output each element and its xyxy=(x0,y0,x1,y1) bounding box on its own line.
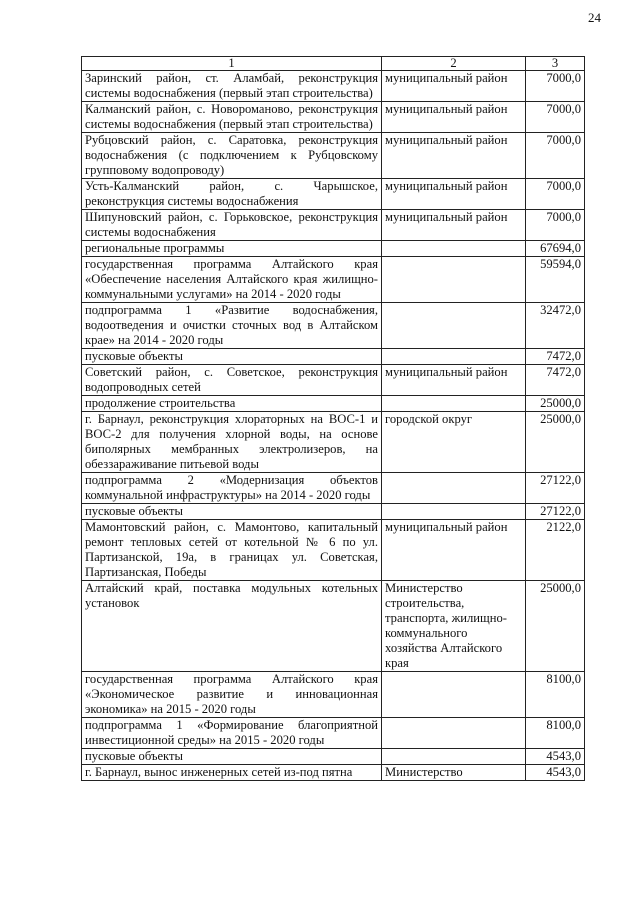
name-cell: Алтайский край, поставка модульных котельных установок xyxy=(82,581,382,672)
name-cell: Мамонтовский район, с. Мамонтово, капитальный ремонт тепловых сетей от котельной № 6 по ул. Партизанской, 19а, в границах ул. Советская, Партизанская, Победы xyxy=(82,520,382,581)
name-cell: Рубцовский район, с. Саратовка, реконструкция водоснабжения (с подключением к Рубцовскому групповому водопроводу) xyxy=(82,133,382,179)
page-number: 24 xyxy=(588,10,601,25)
table-row xyxy=(82,581,585,672)
amount-cell: 25000,0 xyxy=(526,581,585,672)
amount-cell: 25000,0 xyxy=(526,412,585,473)
name-cell: продолжение строительства xyxy=(82,396,382,412)
amount-cell: 25000,0 xyxy=(526,396,585,412)
amount-cell: 59594,0 xyxy=(526,257,585,303)
name-cell: г. Барнаул, вынос инженерных сетей из-под пятна xyxy=(82,765,382,781)
level-cell: муниципальный район xyxy=(382,520,526,581)
amount-cell: 27122,0 xyxy=(526,473,585,504)
header-cell-3: 3 xyxy=(526,57,585,71)
table-row xyxy=(82,412,585,473)
amount-cell: 32472,0 xyxy=(526,303,585,349)
level-cell xyxy=(382,718,526,749)
amount-cell: 7000,0 xyxy=(526,71,585,102)
amount-cell: 7000,0 xyxy=(526,210,585,241)
table-row xyxy=(82,765,585,781)
table-row xyxy=(82,303,585,349)
name-cell: подпрограмма 1 «Развитие водоснабжения, водоотведения и очистки сточных вод в Алтайском крае» на 2014 - 2020 годы xyxy=(82,303,382,349)
table-row xyxy=(82,365,585,396)
amount-cell: 7000,0 xyxy=(526,133,585,179)
name-cell: Усть-Калманский район, с. Чарышское, реконструкция системы водоснабжения xyxy=(82,179,382,210)
amount-cell: 8100,0 xyxy=(526,718,585,749)
header-cell-1: 1 xyxy=(82,57,382,71)
table-row xyxy=(82,718,585,749)
table-row xyxy=(82,473,585,504)
amount-cell: 4543,0 xyxy=(526,765,585,781)
table-row xyxy=(82,672,585,718)
table-row xyxy=(82,520,585,581)
name-cell: региональные программы xyxy=(82,241,382,257)
level-cell xyxy=(382,504,526,520)
name-cell: подпрограмма 2 «Модернизация объектов коммунальной инфраструктуры» на 2014 - 2020 годы xyxy=(82,473,382,504)
amount-cell: 2122,0 xyxy=(526,520,585,581)
level-cell: Министерство строительства, транспорта, жилищно-коммунального хозяйства Алтайского края xyxy=(382,581,526,672)
amount-cell: 67694,0 xyxy=(526,241,585,257)
level-cell xyxy=(382,672,526,718)
level-cell: муниципальный район xyxy=(382,210,526,241)
table-row xyxy=(82,133,585,179)
table-row xyxy=(82,504,585,520)
amount-cell: 7472,0 xyxy=(526,365,585,396)
table-row xyxy=(82,179,585,210)
table-row xyxy=(82,241,585,257)
table-row xyxy=(82,749,585,765)
name-cell: подпрограмма 1 «Формирование благоприятной инвестиционной среды» на 2015 - 2020 годы xyxy=(82,718,382,749)
level-cell: Министерство xyxy=(382,765,526,781)
table-row xyxy=(82,396,585,412)
level-cell xyxy=(382,303,526,349)
level-cell xyxy=(382,396,526,412)
name-cell: Калманский район, с. Новороманово, реконструкция системы водоснабжения (первый этап строительства) xyxy=(82,102,382,133)
amount-cell: 7000,0 xyxy=(526,102,585,133)
table-row xyxy=(82,349,585,365)
table-header-row xyxy=(82,57,585,71)
amount-cell: 8100,0 xyxy=(526,672,585,718)
table-row xyxy=(82,210,585,241)
level-cell xyxy=(382,749,526,765)
table-row xyxy=(82,71,585,102)
table-row xyxy=(82,102,585,133)
name-cell: пусковые объекты xyxy=(82,749,382,765)
level-cell xyxy=(382,349,526,365)
level-cell xyxy=(382,257,526,303)
name-cell: пусковые объекты xyxy=(82,349,382,365)
amount-cell: 7472,0 xyxy=(526,349,585,365)
amount-cell: 7000,0 xyxy=(526,179,585,210)
amount-cell: 4543,0 xyxy=(526,749,585,765)
name-cell: Советский район, с. Советское, реконструкция водопроводных сетей xyxy=(82,365,382,396)
level-cell: муниципальный район xyxy=(382,365,526,396)
name-cell: пусковые объекты xyxy=(82,504,382,520)
name-cell: государственная программа Алтайского края «Экономическое развитие и инновационная экономика» на 2015 - 2020 годы xyxy=(82,672,382,718)
level-cell: муниципальный район xyxy=(382,133,526,179)
name-cell: Заринский район, ст. Аламбай, реконструкция системы водоснабжения (первый этап строительства) xyxy=(82,71,382,102)
name-cell: Шипуновский район, с. Горьковское, реконструкция системы водоснабжения xyxy=(82,210,382,241)
name-cell: государственная программа Алтайского края «Обеспечение населения Алтайского края жилищно-коммунальными услугами» на 2014 - 2020 годы xyxy=(82,257,382,303)
amount-cell: 27122,0 xyxy=(526,504,585,520)
level-cell: муниципальный район xyxy=(382,71,526,102)
header-cell-2: 2 xyxy=(382,57,526,71)
level-cell xyxy=(382,473,526,504)
level-cell: муниципальный район xyxy=(382,179,526,210)
level-cell: городской округ xyxy=(382,412,526,473)
level-cell: муниципальный район xyxy=(382,102,526,133)
name-cell: г. Барнаул, реконструкция хлораторных на ВОС-1 и ВОС-2 для получения хлорной воды, на основе биполярных мембранных электролизеров, на обеззараживание питьевой воды xyxy=(82,412,382,473)
budget-table xyxy=(81,56,585,781)
table-row xyxy=(82,257,585,303)
level-cell xyxy=(382,241,526,257)
